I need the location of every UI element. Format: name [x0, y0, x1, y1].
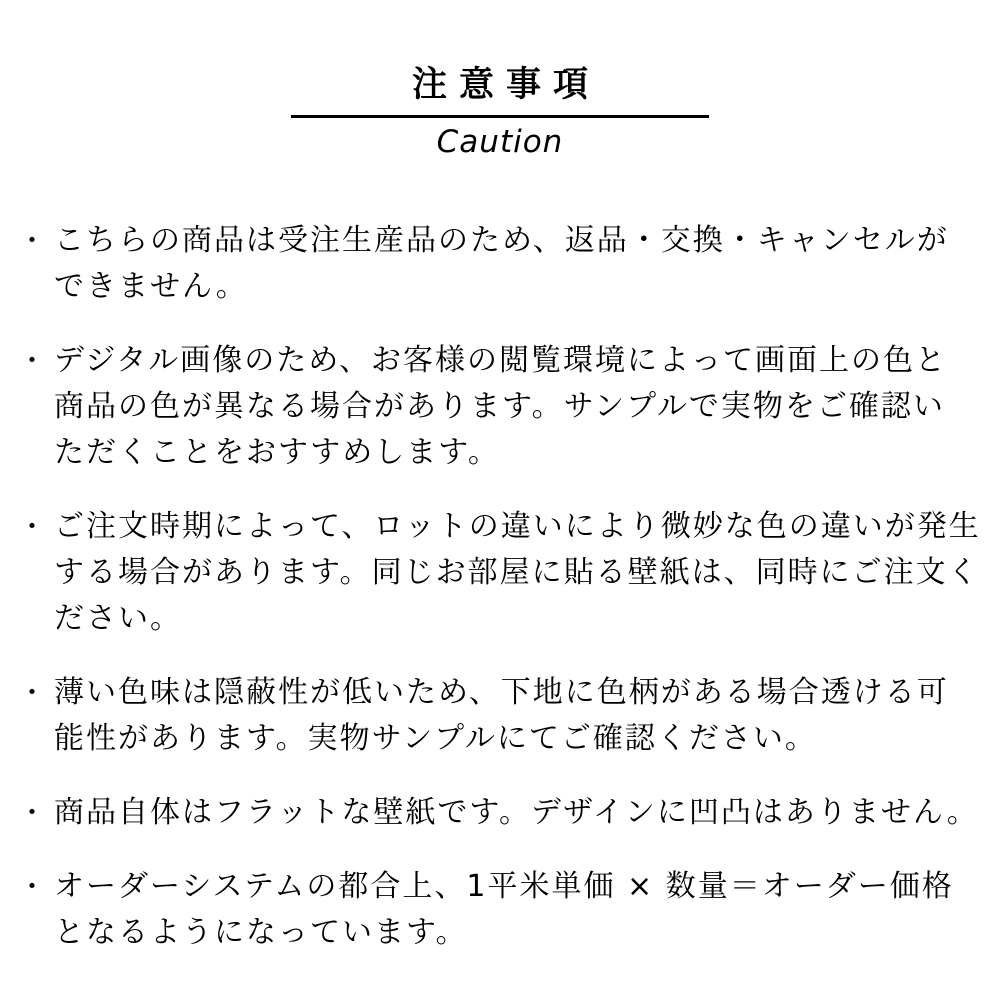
text-line: ご注文時期によって、ロットの違いにより微妙な色の違いが発生 [54, 508, 981, 544]
text-line: 能性があります。実物サンプルにてご確認ください。 [54, 720, 817, 756]
page-title: 注意事項 [411, 65, 600, 105]
bullet-dot-icon: ・ [17, 509, 46, 543]
text-line: ただくことをおすすめします。 [54, 434, 500, 470]
list-item [10, 338, 976, 476]
list-item-text [54, 670, 976, 762]
list-item-text [54, 790, 979, 836]
text-line: となるようになっています。 [54, 914, 468, 950]
bullet-dot-icon: ・ [17, 343, 46, 377]
list-item [10, 218, 976, 310]
list-item-text [54, 338, 976, 476]
text-line: する場合があります。同じお部屋に貼る壁紙は、同時にご注文く [54, 554, 980, 590]
text-line: 商品自体はフラットな壁紙です。デザインに凹凸はありません。 [54, 794, 979, 830]
list-item [10, 864, 976, 956]
list-item-text [54, 218, 976, 310]
text-line: できません。 [54, 268, 248, 304]
text-line: オーダーシステムの都合上、1平米単価 × 数量＝オーダー価格 [54, 868, 954, 904]
page-header [0, 0, 1000, 162]
caution-list [0, 218, 1000, 956]
text-line: デジタル画像のため、お客様の閲覧環境によって画面上の色と [54, 342, 947, 378]
bullet-dot-icon: ・ [17, 675, 46, 709]
list-item [10, 670, 976, 762]
title-divider [291, 115, 709, 118]
list-item-text [54, 504, 981, 642]
text-line: 薄い色味は隠蔽性が低いため、下地に色柄がある場合透ける可 [54, 674, 949, 710]
text-line: ださい。 [54, 600, 182, 636]
text-line: こちらの商品は受注生産品のため、返品・交換・キャンセルが [54, 222, 949, 258]
bullet-dot-icon: ・ [17, 223, 46, 257]
list-item-text [54, 864, 976, 956]
list-item [10, 504, 981, 642]
page-subtitle: Caution [436, 124, 564, 160]
text-line: 商品の色が異なる場合があります。サンプルで実物をご確認い [54, 388, 945, 424]
bullet-dot-icon: ・ [17, 795, 46, 829]
list-item [10, 790, 979, 836]
bullet-dot-icon: ・ [17, 869, 46, 903]
